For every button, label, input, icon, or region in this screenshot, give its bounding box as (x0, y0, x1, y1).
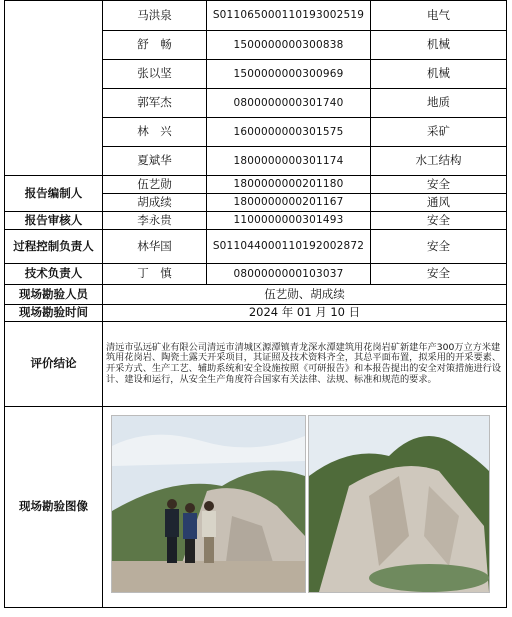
site-images-label: 现场勘验图像 (5, 407, 103, 608)
process-controller-id: S011044000110192002872 (207, 230, 371, 264)
compiler-row (5, 176, 507, 194)
staff-name: 马洪泉 (103, 1, 207, 31)
reviewer-specialty: 安全 (371, 212, 507, 230)
compiler-name: 伍艺勋 (103, 176, 207, 194)
reviewer-name: 李永贵 (103, 212, 207, 230)
process-controller-label: 过程控制负责人 (5, 230, 103, 264)
staff-label-cell (5, 1, 103, 176)
site-staff-value: 伍艺勋、胡成续 (103, 285, 507, 305)
person-body (183, 513, 197, 539)
staff-id: 1500000000300969 (207, 60, 371, 89)
person-legs (204, 537, 214, 563)
staff-id: 1500000000300838 (207, 31, 371, 60)
conclusion-text: 清远市弘远矿业有限公司清远市清城区源潭镇青龙深水潭建筑用花岗岩矿新建年产300万立方米建筑用花岗岩、陶瓷土露天开采项目，其证照及技术资料齐全，其总平面布置，拟采用的开采要素、开采方式、生产工艺、辅助系统和安全设施按照《可研报告》和本报告提出的安全对策措施进行设计、建设和运行，从安全生产角度符合国家有关法律、法规、标准和规范的要求。 (103, 322, 507, 407)
compiler-name: 胡成续 (103, 194, 207, 212)
staff-specialty: 采矿 (371, 118, 507, 147)
process-controller-name: 林华国 (103, 230, 207, 264)
staff-id: 0800000000301740 (207, 89, 371, 118)
reviewer-row (5, 212, 507, 230)
process-controller-row (5, 230, 507, 264)
staff-specialty: 水工结构 (371, 147, 507, 176)
tech-lead-row (5, 264, 507, 285)
staff-id: 1800000000301174 (207, 147, 371, 176)
person-head (185, 503, 195, 513)
staff-id: S011065000110193002519 (207, 1, 371, 31)
person-body (165, 509, 179, 537)
process-controller-specialty: 安全 (371, 230, 507, 264)
staff-specialty: 机械 (371, 60, 507, 89)
tech-lead-specialty: 安全 (371, 264, 507, 285)
report-table (4, 0, 507, 608)
person-legs (185, 539, 195, 563)
person-head (167, 499, 177, 509)
compiler-label: 报告编制人 (5, 176, 103, 212)
compiler-id: 1800000000201180 (207, 176, 371, 194)
site-images-cell (103, 407, 507, 608)
site-photo-quarry (308, 415, 490, 593)
conclusion-label: 评价结论 (5, 322, 103, 407)
reviewer-label: 报告审核人 (5, 212, 103, 230)
site-photo-inspectors (111, 415, 306, 593)
compiler-id: 1800000000201167 (207, 194, 371, 212)
site-staff-label: 现场勘验人员 (5, 285, 103, 305)
site-images-row (5, 407, 507, 608)
site-time-label: 现场勘验时间 (5, 305, 103, 322)
site-time-value: 2024 年 01 月 10 日 (103, 305, 507, 322)
staff-name: 舒 畅 (103, 31, 207, 60)
photo-strip (103, 407, 506, 607)
compiler-specialty: 安全 (371, 176, 507, 194)
inspector-figures (165, 499, 216, 563)
tech-lead-label: 技术负责人 (5, 264, 103, 285)
staff-id: 1600000000301575 (207, 118, 371, 147)
reviewer-id: 1100000000301493 (207, 212, 371, 230)
compiler-specialty: 通风 (371, 194, 507, 212)
staff-specialty: 地质 (371, 89, 507, 118)
person-head (204, 501, 214, 511)
photo-ground (112, 561, 305, 592)
photo-pond (369, 564, 489, 592)
tech-lead-id: 0800000000103037 (207, 264, 371, 285)
staff-name: 林 兴 (103, 118, 207, 147)
staff-row (5, 1, 507, 31)
staff-name: 夏斌华 (103, 147, 207, 176)
site-time-row (5, 305, 507, 322)
person-body (202, 511, 216, 537)
staff-specialty: 机械 (371, 31, 507, 60)
staff-specialty: 电气 (371, 1, 507, 31)
conclusion-row (5, 322, 507, 407)
site-staff-row (5, 285, 507, 305)
staff-name: 张以坚 (103, 60, 207, 89)
staff-name: 郭军杰 (103, 89, 207, 118)
person-legs (167, 537, 177, 563)
tech-lead-name: 丁 慎 (103, 264, 207, 285)
